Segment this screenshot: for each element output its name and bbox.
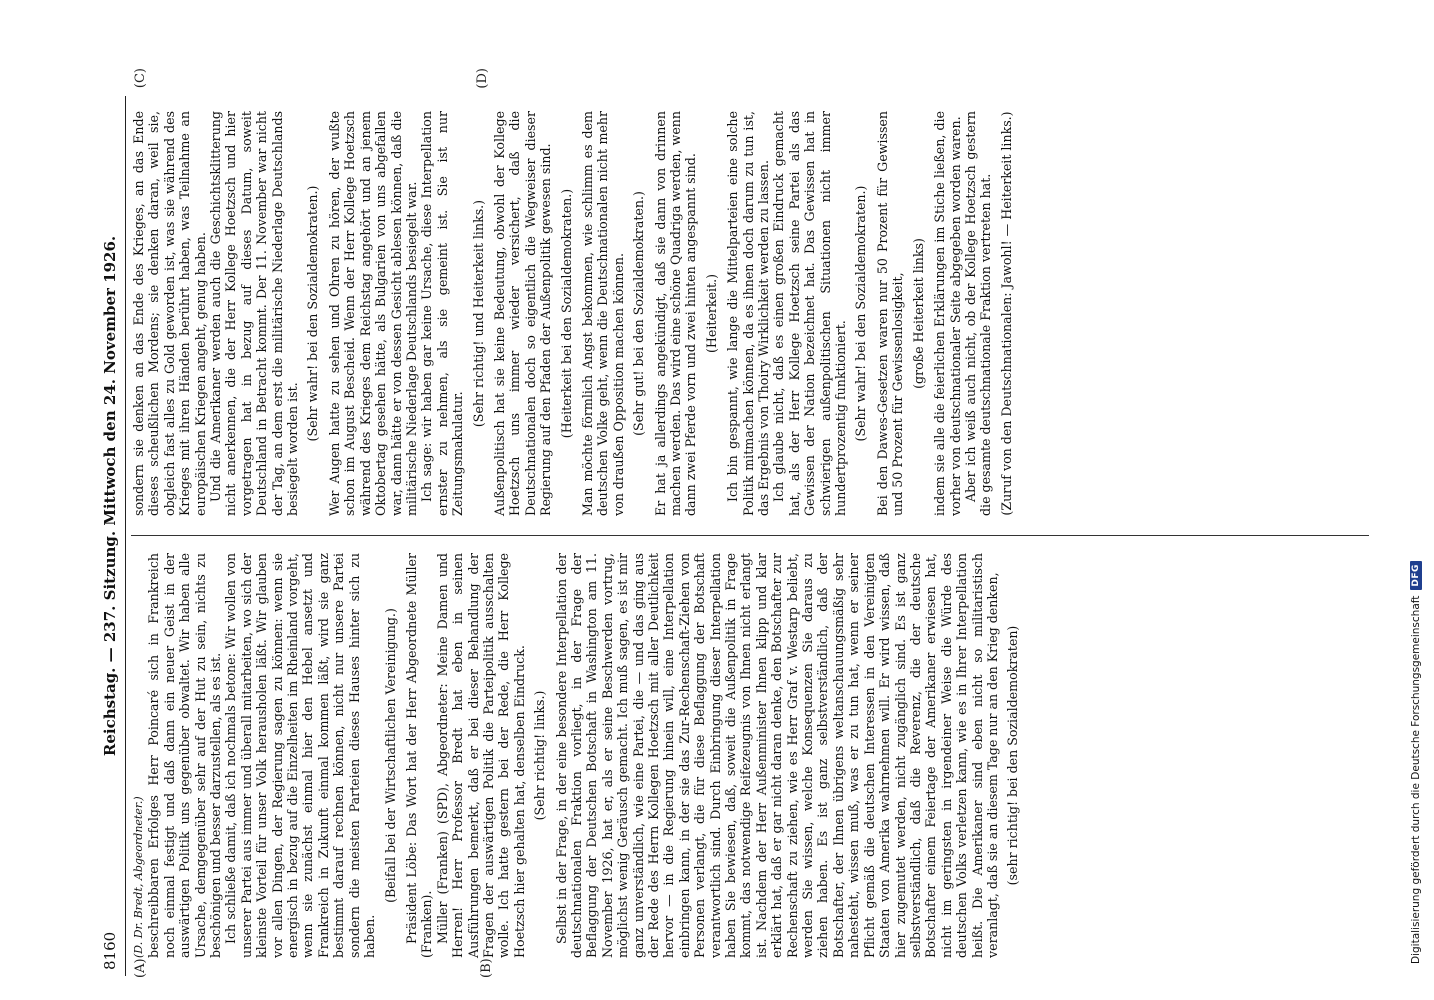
paragraph: Müller (Franken) (SPD), Abgeordneter: Meine Damen und Herren! Herr Professor Bredt hat eben in seinen Ausführungen bemerkt, daß er bei dieser Behandlung der Fragen der auswärtigen Politik die Parteipolitik ausschalten wolle. Ich hatte gestern bei der Rede, die Herr Kollege Hoetzsch hier gehalten hat, denselben Eindruck. <box>434 553 527 958</box>
page-number: 8160 <box>101 931 119 970</box>
rotated-document-page <box>97 68 1377 978</box>
paragraph: Er hat ja allerdings angekündigt, daß sie dann von drinnen machen werden. Das wird eine schöne Quadriga werden, wenn dann zwei Pferde vorn und zwei hinten angespannt sind. <box>652 111 699 516</box>
left-text-column <box>131 553 1369 958</box>
column-divider <box>131 535 1369 536</box>
interjection: (Beifall bei der Wirtschaftlichen Vereinigung.) <box>382 608 398 903</box>
paragraph: Selbst in der Frage, in der eine besondere Interpellation der deutschnationalen Fraktion vorliegt, in der Frage der Beflaggung der Deutschen Botschaft in Washington am 11. November 1926, hat er, als er seine Beschwerden vortrug, möglichst wenig Geräusch gemacht. Ich muß sagen, es ist mir ganz unverständlich, wie eine Partei, die — und das ging aus der Rede des Herrn Kollegen Hoetzsch mit aller Deutlichkeit hervor — in die Regierung hinein will, eine Interpellation einbringen kann, in der sie das Zur-Rechenschaft-Ziehen von Personen verlangt, die für diese Beflaggung der Botschaft verantwortlich sind. Durch Einbringung dieser Interpellation haben Sie bewiesen, daß, soweit die Außenpolitik in Frage kommt, das notwendige Reifezeugnis von Ihnen nicht erlangt ist. Nachdem der Herr Außenminister Ihnen klipp und klar erklärt hat, daß er gar nicht daran denke, den Botschafter zur Rechenschaft zu ziehen, wie es Herr Graf v. Westarp beliebt, werden Sie wissen, welche Konsequenzen Sie daraus zu ziehen haben. Es ist ganz selbstverständlich, daß der Botschafter, der Ihnen übrigens weltanschauungsmäßig sehr nahesteht, wissen muß, was er zu tun hat, wenn er seiner Pflicht gemäß die deutschen Interessen in den Vereinigten Staaten von Amerika wahrnehmen will. Er wird wissen, daß hier zugemutet werden, nicht zugänglich sind. Es ist ganz selbstverständlich, daß die Reverenz, die der deutsche Botschafter einem Feiertage der Amerikaner erwiesen hat, nicht im geringsten in irgendeiner Weise die Würde des deutschen Volks verletzen kann, wie es in Ihrer Interpellation heißt. Die Amerikaner sind eben nicht so militaristisch veranlagt, daß sie an diesem Tage nur an den Krieg denken, <box>553 553 1000 958</box>
interjection: (Heiterkeit.) <box>703 274 719 353</box>
interjection: (Sehr wahr! bei den Sozialdemokraten.) <box>305 185 321 442</box>
paragraph: sondern sie denken an das Ende des Krieges, an das Ende dieses scheußlichen Mordens; sie denken daran, weil sie, obgleich fast alles zu Gold geworden ist, was sie während des Krieges mit ihren Händen berührt haben, was Teilnahme an europäischen Kriegen angeht, genug haben. <box>131 111 208 516</box>
paragraph: Ich bin gespannt, wie lange die Mittelparteien eine solche Politik mitmachen können, da es ihnen doch darum zu tun ist, das Ergebnis von Thoiry Wirklichkeit werden zu lassen. <box>725 111 772 516</box>
running-title: Reichstag. — 237. Sitzung. Mittwoch den 24. November 1926. <box>101 235 119 757</box>
interjection: (Sehr gut! bei den Sozialdemokraten.) <box>631 191 647 436</box>
right-text-column <box>131 111 1369 516</box>
paragraph: Ich sage: wir haben gar keine Ursache, diese Interpellation ernster zu nehmen, als sie gemeint ist. Sie ist nur Zeitungsmakulatur. <box>419 111 466 516</box>
interjection: (Sehr richtig! links.) <box>532 690 548 821</box>
margin-mark-c: (C) <box>133 68 148 89</box>
paragraph: indem sie alle die feierlichen Erklärungen im Stiche ließen, die vorher von deutschnationaler Seite abgegeben worden waren. <box>932 111 963 516</box>
dfg-logo: DFG <box>1410 561 1422 590</box>
paragraph: Aber ich weiß auch nicht, ob der Kollege Hoetzsch gestern die gesamte deutschnationale Fraktion vertreten hat. <box>962 111 994 516</box>
paragraph: Man möchte förmlich Angst bekommen, wie schlimm es dem deutschen Volke geht, wenn die Deutschnationalen nicht mehr von draußen Opposition machen können. <box>579 111 626 516</box>
interjection: (sehr richtig! bei den Sozialdemokraten) <box>1005 625 1021 886</box>
interjection: (große Heiterkeit links) <box>910 238 926 389</box>
header-rule <box>125 96 126 976</box>
paragraph: Ich glaube nicht, daß es einen großen Eindruck gemacht hat, als der Herr Kollege Hoetzsch seine Partei als das Gewissen der Nation bezeichnet hat. Das Gewissen hat in schwierigen außenpolitischen Situationen nicht immer hundertprozentig funktioniert. <box>771 111 849 516</box>
speaker-note: (D. Dr. Bredt, Abgeordneter.) <box>132 796 145 958</box>
interjection: (Sehr wahr! bei den Sozialdemokraten.) <box>853 185 869 442</box>
digitization-credit <box>1410 561 1422 964</box>
margin-mark-a: (A) <box>133 958 148 978</box>
interjection: (Heiterkeit bei den Sozialdemokraten.) <box>558 188 574 439</box>
interjection: (Sehr richtig! und Heiterkeit links.) <box>470 199 486 428</box>
running-head <box>99 96 123 976</box>
paragraph: Wer Augen hatte zu sehen und Ohren zu hören, der wußte schon im August Bescheid. Wenn der Herr Kollege Hoetzsch während des Krieges dem Reichstag angehört und an jenem Oktobertag gesehen hätte, als Bulgarien von uns abgefallen war, dann hätte er von dessen Gesicht ablesen können, daß die militärische Niederlage Deutschlands besiegelt war. <box>326 111 419 516</box>
interjection: (Zuruf von den Deutschnationalen: Jawohl! — Heiterkeit links.) <box>998 111 1014 516</box>
credit-text: Digitalisierung gefördert durch die Deutsche Forschungsgemeinschaft <box>1410 595 1422 964</box>
paragraph: Bei den Dawes-Gesetzen waren nur 50 Prozent für Gewissen und 50 Prozent für Gewissenlosigkeit, <box>874 111 906 516</box>
paragraph: Und die Amerikaner werden auch die Geschichtsklitterung nicht anerkennen, die der Herr Kollege Hoetzsch und hier vorgetragen hat in bezug auf dieses Datum, soweit Deutschland in Betracht kommt. Der 11. November war nicht der Tag, an dem erst die militärische Niederlage Deutschlands besiegelt worden ist. <box>208 111 301 516</box>
paragraph: Präsident Löbe: Das Wort hat der Herr Abgeordnete Müller (Franken). <box>403 553 435 958</box>
paragraph: Ich schließe damit, daß ich nochmals betone: Wir wollen von unserer Partei aus immer und überall mitarbeiten, wo sich der kleinste Vorteil für unser Volk herausholen läßt. Wir glauben vor allen Dingen, der Regierung sagen zu können: wenn sie energisch in bezug auf die Einzelheiten im Rheinland vorgeht, wenn sie zunächst einmal hier den Hebel ansetzt und Frankreich in Zukunft einmal kommen läßt, wird sie ganz bestimmt darauf rechnen können, nicht nur unsere Partei sondern die meisten Parteien dieses Hauses hinter sich zu haben. <box>223 553 378 958</box>
paragraph: Außenpolitisch hat sie keine Bedeutung, obwohl der Kollege Hoetzsch uns immer wieder versichert, daß die Deutschnationalen doch so eigentlich die Wegweiser dieser Regierung auf den Pfaden der Außenpolitik gewesen sind. <box>491 111 554 516</box>
paragraph: beschreibbaren Erfolges Herr Poincaré sich in Frankreich noch einmal festigt und daß dann ein neuer Geist in der auswärtigen Politik uns gegenüber obwaltet. Wir haben alle Ursache, demgegenüber sehr auf der Hut zu sein, nichts zu beschönigen und besser darzustellen, als es ist. <box>146 553 224 958</box>
margin-mark-d: (D) <box>475 68 490 89</box>
margin-mark-b: (B) <box>479 958 494 978</box>
